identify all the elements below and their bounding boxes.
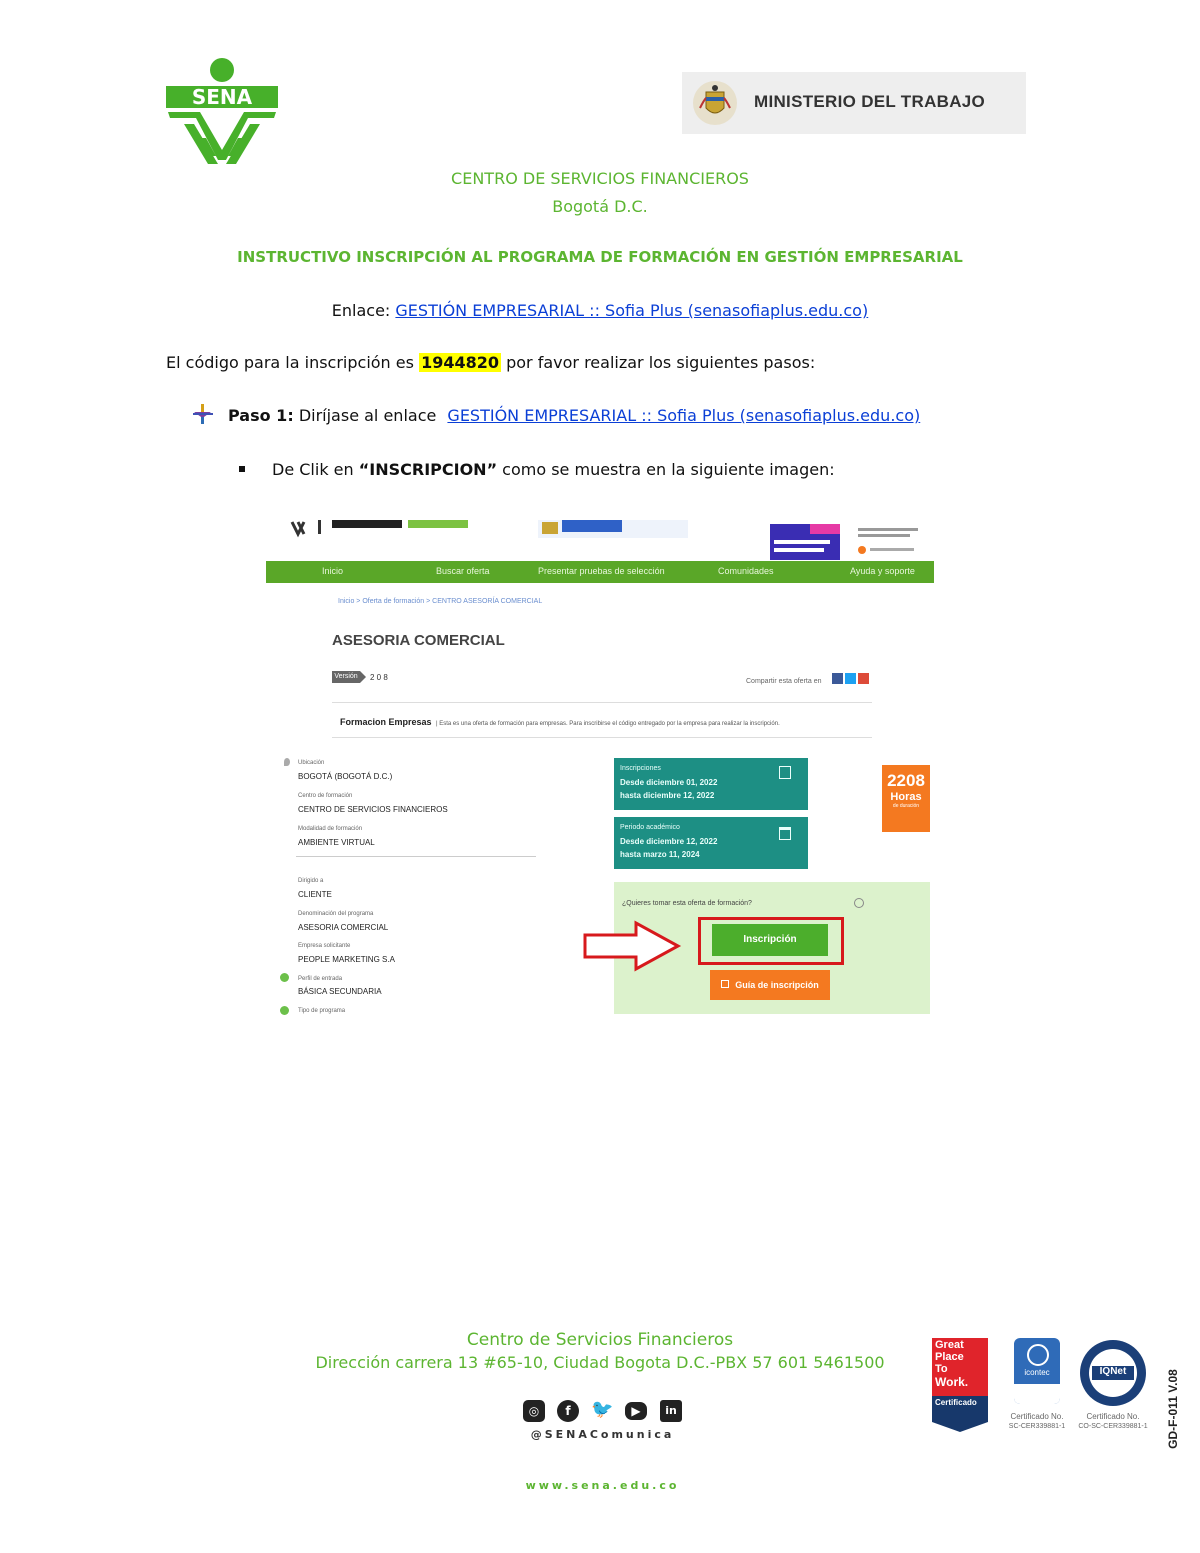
- description-text: | Esta es una oferta de formación para empresas. Para inscribirse el código entregado por la empresa para realizar la inscripción.: [436, 721, 780, 727]
- info-dot-icon: [280, 973, 289, 982]
- bullet1-before: De Clik en: [272, 460, 354, 479]
- sofia-logo-fragment: [288, 520, 488, 540]
- sena-logo-text: SENA: [191, 85, 253, 109]
- nav-item[interactable]: Inicio: [322, 566, 344, 576]
- field-label: Centro de formación: [298, 793, 353, 799]
- sofia-plus-screenshot: [266, 520, 934, 1020]
- icontec-cert-number: SC-CER339881-1: [1008, 1423, 1066, 1430]
- instructive-title: INSTRUCTIVO INSCRIPCIÓN AL PROGRAMA DE FORMACIÓN EN GESTIÓN EMPRESARIAL: [237, 248, 963, 266]
- step-arrow-icon: [192, 404, 214, 424]
- step1-line: [228, 406, 920, 425]
- footer-center-name: Centro de Servicios Financieros: [466, 1330, 734, 1350]
- nav-item[interactable]: Ayuda y soporte: [850, 566, 915, 576]
- twitter-icon[interactable]: [845, 673, 856, 684]
- field-value: BÁSICA SECUNDARIA: [298, 987, 382, 996]
- calendar-icon: [779, 827, 791, 840]
- guide-icon: [721, 980, 729, 988]
- youtube-icon[interactable]: ▶: [625, 1402, 647, 1420]
- program-title: ASESORIA COMERCIAL: [332, 632, 505, 649]
- academic-to: hasta marzo 11, 2024: [620, 850, 700, 859]
- academic-period-box: [614, 817, 808, 869]
- hours-sub: de duración: [892, 803, 920, 809]
- colombia-seal-icon: [690, 78, 740, 128]
- field-label: Ubicación: [298, 760, 325, 766]
- iqnet-name: IQNet: [1099, 1366, 1127, 1377]
- field-label: Tipo de programa: [298, 1008, 346, 1014]
- field-label: Modalidad de formación: [298, 826, 363, 832]
- enrollment-question: ¿Quieres tomar esta oferta de formación?: [622, 900, 752, 907]
- facebook-icon[interactable]: f: [557, 1400, 579, 1422]
- version-value: 2 0 8: [370, 673, 388, 682]
- bullet1-after: como se muestra en la siguiente imagen:: [502, 460, 835, 479]
- calendar-icon: [779, 766, 791, 779]
- guide-label: Guía de inscripción: [735, 980, 819, 990]
- link-label: Enlace:: [331, 301, 391, 320]
- info-dot-icon: [280, 1006, 289, 1015]
- field-label: Perfil de entrada: [298, 976, 343, 982]
- share-label: Compartir esta oferta en: [746, 678, 822, 685]
- step1-label: Paso 1:: [228, 406, 294, 425]
- breadcrumb: Inicio > Oferta de formación > CENTRO ASESORÍA COMERCIAL: [338, 598, 543, 605]
- courses-banner: [770, 524, 840, 560]
- center-name-title: CENTRO DE SERVICIOS FINANCIEROS: [451, 169, 749, 188]
- instagram-icon[interactable]: ◎: [523, 1400, 545, 1422]
- gptw-line: Work.: [935, 1375, 969, 1389]
- sofia-navbar: [266, 561, 934, 583]
- step1-link[interactable]: GESTIÓN EMPRESARIAL :: Sofia Plus (senasofiaplus.edu.co): [447, 406, 921, 425]
- nav-item[interactable]: Buscar oferta: [436, 566, 490, 576]
- gptw-line: Place: [935, 1351, 964, 1363]
- field-value: CENTRO DE SERVICIOS FINANCIEROS: [298, 805, 448, 814]
- field-value: AMBIENTE VIRTUAL: [298, 838, 375, 847]
- city-title: Bogotá D.C.: [552, 197, 648, 216]
- description-block: [332, 702, 872, 738]
- social-handle: @SENAComunica: [530, 1428, 675, 1441]
- code-line: [166, 353, 815, 372]
- version-tag: Versión: [332, 671, 360, 683]
- help-circle-icon: [854, 898, 864, 908]
- linkedin-icon[interactable]: in: [660, 1400, 682, 1422]
- twitter-icon[interactable]: 🐦: [591, 1399, 614, 1420]
- field-value: CLIENTE: [298, 890, 332, 899]
- code-line-after: por favor realizar los siguientes pasos:: [506, 353, 816, 372]
- inscriptions-title: Inscripciones: [620, 765, 661, 772]
- ministry-label: MINISTERIO DEL TRABAJO: [754, 92, 986, 111]
- icontec-name: icontec: [1024, 1368, 1050, 1377]
- red-arrow-annotation: [582, 920, 682, 972]
- guide-button[interactable]: [710, 970, 830, 1000]
- field-label: Denominación del programa: [298, 911, 374, 917]
- partner-logo-fragment: [852, 524, 934, 560]
- version-tag-arrow: [360, 671, 366, 683]
- inscription-button[interactable]: Inscripción: [712, 924, 828, 956]
- bullet-square: [239, 466, 245, 472]
- step1-text: Diríjase al enlace: [298, 406, 437, 425]
- highlight-box: [698, 917, 844, 965]
- icontec-cert-label: Certificado No.: [1010, 1412, 1064, 1421]
- facebook-icon[interactable]: [832, 673, 843, 684]
- google-plus-icon[interactable]: [858, 673, 869, 684]
- divider: [296, 856, 536, 857]
- inscriptions-from: Desde diciembre 01, 2022: [620, 778, 718, 787]
- code-line-before: El código para la inscripción es: [166, 353, 414, 372]
- sofia-plus-link[interactable]: GESTIÓN EMPRESARIAL :: Sofia Plus (senasofiaplus.edu.co): [395, 301, 869, 320]
- document-code: GD-F-011 V.08: [1166, 1369, 1180, 1449]
- hours-label: Horas: [890, 791, 922, 803]
- iqnet-cert-label: Certificado No.: [1086, 1412, 1140, 1421]
- nav-item[interactable]: Presentar pruebas de selección: [538, 566, 665, 576]
- inscriptions-to: hasta diciembre 12, 2022: [620, 791, 715, 800]
- sena-logo: [160, 52, 284, 170]
- footer-address: Dirección carrera 13 #65-10, Ciudad Bogota D.C.-PBX 57 601 5461500: [315, 1353, 885, 1372]
- icontec-seal-icon: [1027, 1344, 1049, 1366]
- inscriptions-box: [614, 758, 808, 810]
- gptw-line: To: [935, 1363, 948, 1375]
- hours-box: [882, 765, 930, 832]
- icontec-badge: [1014, 1338, 1060, 1404]
- field-value: BOGOTÁ (BOGOTÁ D.C.): [298, 772, 393, 781]
- field-value: PEOPLE MARKETING S.A: [298, 955, 395, 964]
- website: www.sena.edu.co: [525, 1479, 680, 1492]
- location-pin-icon: [284, 758, 290, 766]
- gptw-certified: Certificado: [935, 1398, 977, 1407]
- field-label: Empresa solicitante: [298, 943, 351, 949]
- link-line: [0, 301, 1200, 320]
- field-label: Dirigido a: [298, 878, 324, 884]
- academic-title: Periodo académico: [620, 824, 680, 831]
- registration-code: 1944820: [421, 353, 499, 372]
- gptw-line: Great: [935, 1339, 964, 1351]
- iqnet-cert-number: CO-SC-CER339881-1: [1078, 1423, 1148, 1430]
- bullet1-emphasis: “INSCRIPCION”: [358, 460, 498, 479]
- gov-banner-fragment: [538, 520, 688, 538]
- description-title: Formacion Empresas: [340, 717, 432, 727]
- bullet1-line: [272, 460, 835, 479]
- academic-from: Desde diciembre 12, 2022: [620, 837, 718, 846]
- nav-item[interactable]: Comunidades: [718, 566, 774, 576]
- hours-value: 2208: [887, 771, 925, 790]
- field-value: ASESORIA COMERCIAL: [298, 923, 389, 932]
- iqnet-badge: [1076, 1338, 1150, 1408]
- great-place-to-work-badge: [932, 1338, 988, 1432]
